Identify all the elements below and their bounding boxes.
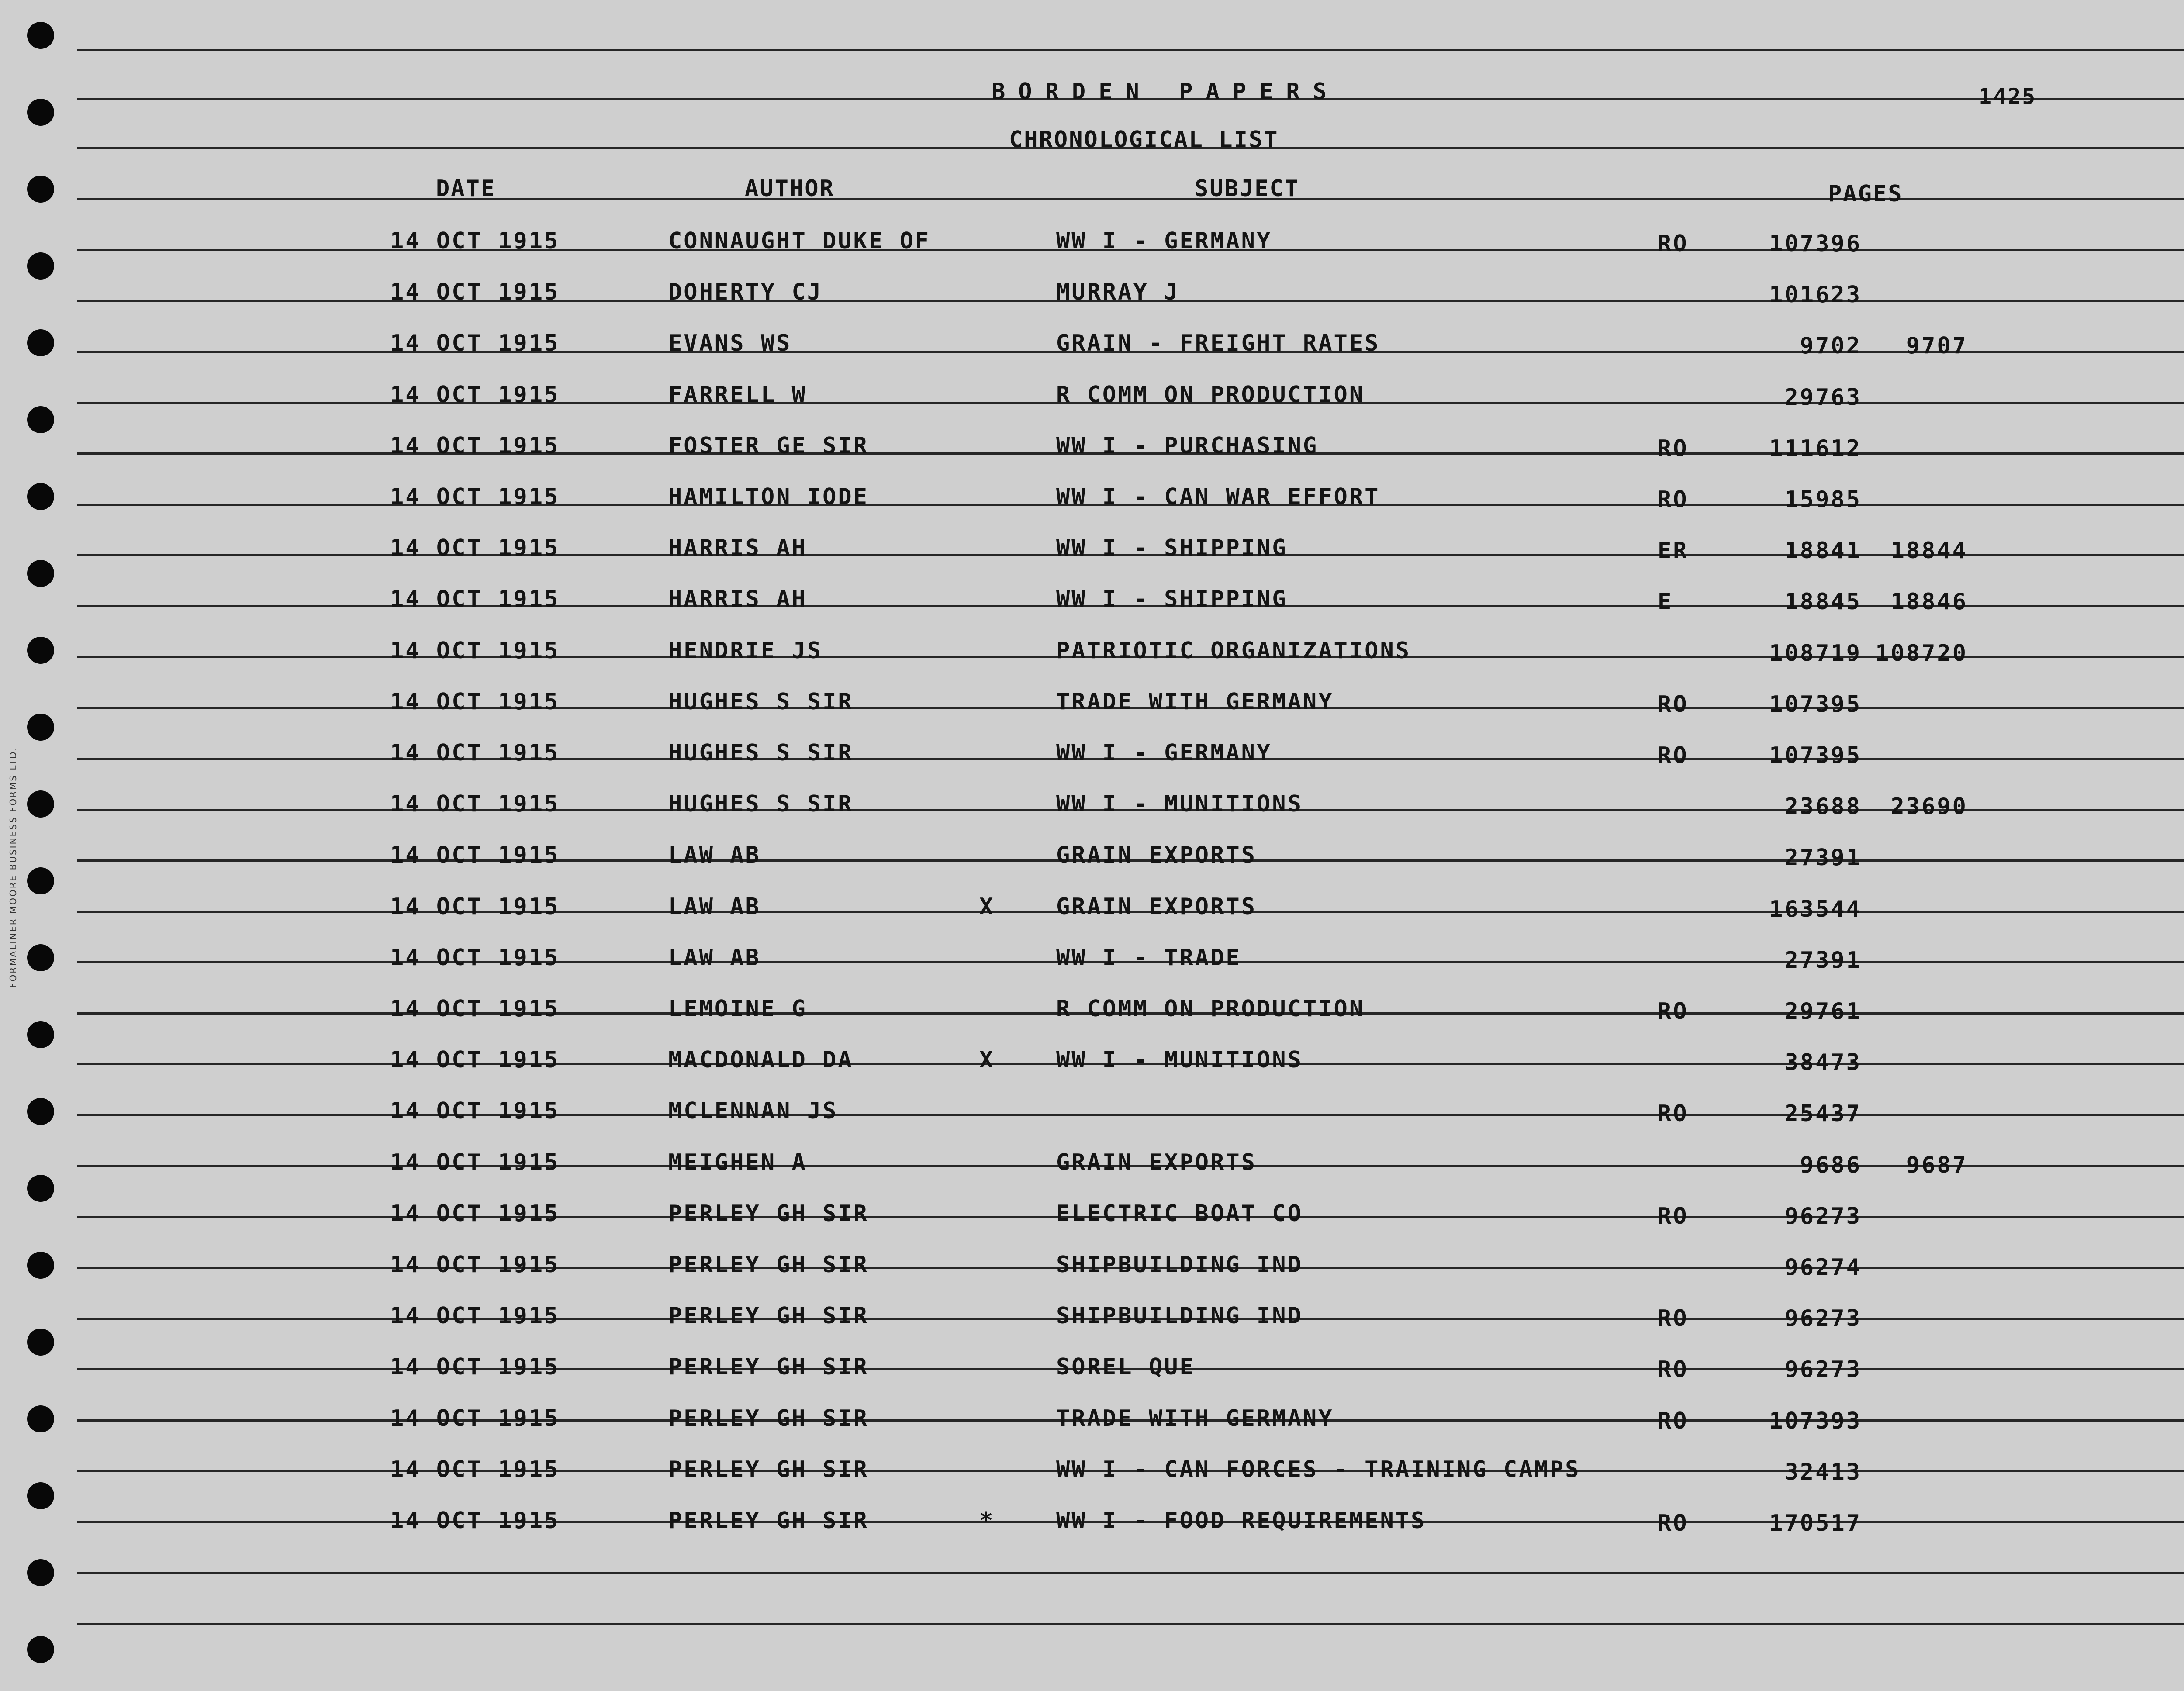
tractor-hole	[27, 329, 54, 356]
tractor-hole	[27, 1405, 54, 1432]
row-page-end: 9707	[1906, 333, 1968, 359]
row-date: 14 OCT 1915	[390, 1252, 560, 1278]
row-subject: WW I - GERMANY	[1056, 228, 1272, 254]
row-date: 14 OCT 1915	[390, 1303, 560, 1329]
row-date: 14 OCT 1915	[390, 1047, 560, 1073]
row-subject: WW I - CAN FORCES - TRAINING CAMPS	[1056, 1456, 1581, 1483]
row-page-end: 23690	[1890, 794, 1968, 820]
row-code: RO	[1658, 691, 1689, 718]
tractor-hole	[27, 1482, 54, 1509]
page-number: 1425	[1979, 84, 2037, 109]
row-code: RO	[1658, 1305, 1689, 1332]
row-page-start: 25437	[1784, 1101, 1862, 1127]
row-page-start: 107393	[1769, 1408, 1862, 1434]
tractor-hole	[27, 1252, 54, 1279]
row-page-start: 107396	[1769, 231, 1862, 257]
row-date: 14 OCT 1915	[390, 1149, 560, 1176]
row-page-start: 29761	[1784, 998, 1862, 1025]
row-subject: WW I - MUNITIONS	[1056, 791, 1303, 818]
row-page-end: 108720	[1875, 640, 1968, 666]
row-page-start: 18841	[1784, 538, 1862, 564]
row-author: CONNAUGHT DUKE OF	[668, 228, 931, 254]
row-code: RO	[1658, 231, 1689, 257]
row-page-start: 15985	[1784, 487, 1862, 513]
row-subject: WW I - SHIPPING	[1056, 586, 1288, 613]
row-code: RO	[1658, 742, 1689, 769]
row-page-start: 32413	[1784, 1459, 1862, 1485]
row-author: PERLEY GH SIR	[668, 1405, 869, 1432]
row-author: HUGHES S SIR	[668, 791, 854, 818]
ruled-line	[77, 49, 2184, 51]
row-page-start: 96273	[1784, 1356, 1862, 1383]
column-header-subject: SUBJECT	[1195, 176, 1300, 202]
row-subject: WW I - TRADE	[1056, 944, 1241, 971]
row-subject: WW I - MUNITIONS	[1056, 1047, 1303, 1073]
row-author: LAW AB	[668, 842, 761, 869]
tractor-hole	[27, 714, 54, 741]
row-subject: WW I - SHIPPING	[1056, 535, 1288, 562]
row-author: LAW AB	[668, 944, 761, 971]
tractor-hole	[27, 867, 54, 894]
list-subtitle: CHRONOLOGICAL LIST	[1009, 127, 1279, 153]
column-header-author: AUTHOR	[745, 176, 835, 202]
row-date: 14 OCT 1915	[390, 740, 560, 766]
row-page-start: 27391	[1784, 947, 1862, 973]
row-author: HARRIS AH	[668, 535, 807, 562]
tractor-hole	[27, 1098, 54, 1125]
ruled-line	[77, 1623, 2184, 1625]
row-date: 14 OCT 1915	[390, 586, 560, 613]
tractor-hole	[27, 790, 54, 818]
row-subject: SHIPBUILDING IND	[1056, 1252, 1303, 1278]
row-date: 14 OCT 1915	[390, 637, 560, 664]
row-code: RO	[1658, 1510, 1689, 1536]
tractor-hole	[27, 1329, 54, 1356]
row-subject: R COMM ON PRODUCTION	[1056, 996, 1365, 1022]
row-author: LAW AB	[668, 893, 761, 920]
row-subject: WW I - GERMANY	[1056, 740, 1272, 766]
row-date: 14 OCT 1915	[390, 1098, 560, 1125]
row-code: RO	[1658, 435, 1689, 462]
row-page-start: 96274	[1784, 1254, 1862, 1280]
row-date: 14 OCT 1915	[390, 1456, 560, 1483]
tractor-hole	[27, 944, 54, 971]
row-page-start: 29763	[1784, 384, 1862, 411]
row-page-start: 27391	[1784, 845, 1862, 871]
tractor-hole	[27, 22, 54, 49]
row-page-end: 9687	[1906, 1152, 1968, 1178]
row-page-end: 18844	[1890, 538, 1968, 564]
row-subject: WW I - PURCHASING	[1056, 432, 1319, 459]
row-author: FOSTER GE SIR	[668, 432, 869, 459]
row-page-end: 18846	[1890, 589, 1968, 615]
tractor-hole	[27, 176, 54, 203]
row-page-start: 163544	[1769, 896, 1862, 922]
row-author: EVANS WS	[668, 330, 792, 357]
row-date: 14 OCT 1915	[390, 688, 560, 715]
row-author: MEIGHEN A	[668, 1149, 807, 1176]
row-code: RO	[1658, 1356, 1689, 1383]
row-page-start: 38473	[1784, 1049, 1862, 1076]
row-author: PERLEY GH SIR	[668, 1456, 869, 1483]
tractor-hole	[27, 1636, 54, 1663]
row-date: 14 OCT 1915	[390, 535, 560, 562]
row-author: PERLEY GH SIR	[668, 1354, 869, 1380]
row-subject: GRAIN EXPORTS	[1056, 842, 1257, 869]
row-author: PERLEY GH SIR	[668, 1508, 869, 1534]
row-page-start: 9702	[1800, 333, 1862, 359]
ruled-line	[77, 1572, 2184, 1574]
row-author: HARRIS AH	[668, 586, 807, 613]
row-date: 14 OCT 1915	[390, 791, 560, 818]
row-subject: R COMM ON PRODUCTION	[1056, 381, 1365, 408]
row-date: 14 OCT 1915	[390, 944, 560, 971]
row-page-start: 170517	[1769, 1510, 1862, 1536]
row-flag: *	[979, 1508, 995, 1534]
tractor-hole	[27, 1175, 54, 1202]
row-date: 14 OCT 1915	[390, 228, 560, 254]
row-date: 14 OCT 1915	[390, 996, 560, 1022]
row-page-start: 23688	[1784, 794, 1862, 820]
row-page-start: 18845	[1784, 589, 1862, 615]
document-title: BORDEN PAPERS	[992, 79, 1340, 105]
row-page-start: 101623	[1769, 282, 1862, 308]
row-page-start: 96273	[1784, 1305, 1862, 1332]
row-author: HAMILTON IODE	[668, 484, 869, 510]
row-page-start: 111612	[1769, 435, 1862, 462]
row-subject: SHIPBUILDING IND	[1056, 1303, 1303, 1329]
row-subject: TRADE WITH GERMANY	[1056, 688, 1334, 715]
row-subject: PATRIOTIC ORGANIZATIONS	[1056, 637, 1411, 664]
row-date: 14 OCT 1915	[390, 893, 560, 920]
row-code: E	[1658, 589, 1673, 615]
row-subject: ELECTRIC BOAT CO	[1056, 1200, 1303, 1227]
row-date: 14 OCT 1915	[390, 1354, 560, 1380]
tractor-hole	[27, 1021, 54, 1048]
row-subject: WW I - CAN WAR EFFORT	[1056, 484, 1380, 510]
row-page-start: 96273	[1784, 1203, 1862, 1229]
row-flag: X	[979, 893, 995, 920]
row-author: PERLEY GH SIR	[668, 1200, 869, 1227]
row-author: MACDONALD DA	[668, 1047, 854, 1073]
tractor-hole	[27, 637, 54, 664]
row-code: RO	[1658, 1203, 1689, 1229]
tractor-hole	[27, 406, 54, 433]
row-date: 14 OCT 1915	[390, 484, 560, 510]
row-code: RO	[1658, 998, 1689, 1025]
row-author: DOHERTY CJ	[668, 279, 823, 306]
row-date: 14 OCT 1915	[390, 1405, 560, 1432]
row-author: HENDRIE JS	[668, 637, 823, 664]
row-page-start: 107395	[1769, 742, 1862, 769]
tractor-hole	[27, 483, 54, 510]
row-date: 14 OCT 1915	[390, 1200, 560, 1227]
tractor-hole	[27, 1559, 54, 1586]
column-header-date: DATE	[436, 176, 496, 202]
row-date: 14 OCT 1915	[390, 279, 560, 306]
row-page-start: 107395	[1769, 691, 1862, 718]
row-subject: GRAIN EXPORTS	[1056, 893, 1257, 920]
row-author: PERLEY GH SIR	[668, 1252, 869, 1278]
row-date: 14 OCT 1915	[390, 432, 560, 459]
row-date: 14 OCT 1915	[390, 381, 560, 408]
row-date: 14 OCT 1915	[390, 1508, 560, 1534]
tractor-hole	[27, 252, 54, 280]
row-subject: WW I - FOOD REQUIREMENTS	[1056, 1508, 1427, 1534]
row-code: ER	[1658, 538, 1689, 564]
row-author: HUGHES S SIR	[668, 740, 854, 766]
row-subject: MURRAY J	[1056, 279, 1180, 306]
side-imprint: FORMALINER MOORE BUSINESS FORMS LTD.	[8, 746, 18, 988]
row-page-start: 108719	[1769, 640, 1862, 666]
row-subject: GRAIN - FREIGHT RATES	[1056, 330, 1380, 357]
row-author: HUGHES S SIR	[668, 688, 854, 715]
row-author: PERLEY GH SIR	[668, 1303, 869, 1329]
column-header-pages: PAGES	[1828, 181, 1903, 207]
row-author: LEMOINE G	[668, 996, 807, 1022]
row-subject: TRADE WITH GERMANY	[1056, 1405, 1334, 1432]
row-code: RO	[1658, 1101, 1689, 1127]
row-flag: X	[979, 1047, 995, 1073]
row-subject: GRAIN EXPORTS	[1056, 1149, 1257, 1176]
tractor-hole	[27, 560, 54, 587]
row-subject: SOREL QUE	[1056, 1354, 1195, 1380]
row-author: MCLENNAN JS	[668, 1098, 838, 1125]
row-date: 14 OCT 1915	[390, 330, 560, 357]
row-date: 14 OCT 1915	[390, 842, 560, 869]
row-code: RO	[1658, 1408, 1689, 1434]
row-page-start: 9686	[1800, 1152, 1862, 1178]
row-author: FARRELL W	[668, 381, 807, 408]
tractor-hole	[27, 99, 54, 126]
row-code: RO	[1658, 487, 1689, 513]
